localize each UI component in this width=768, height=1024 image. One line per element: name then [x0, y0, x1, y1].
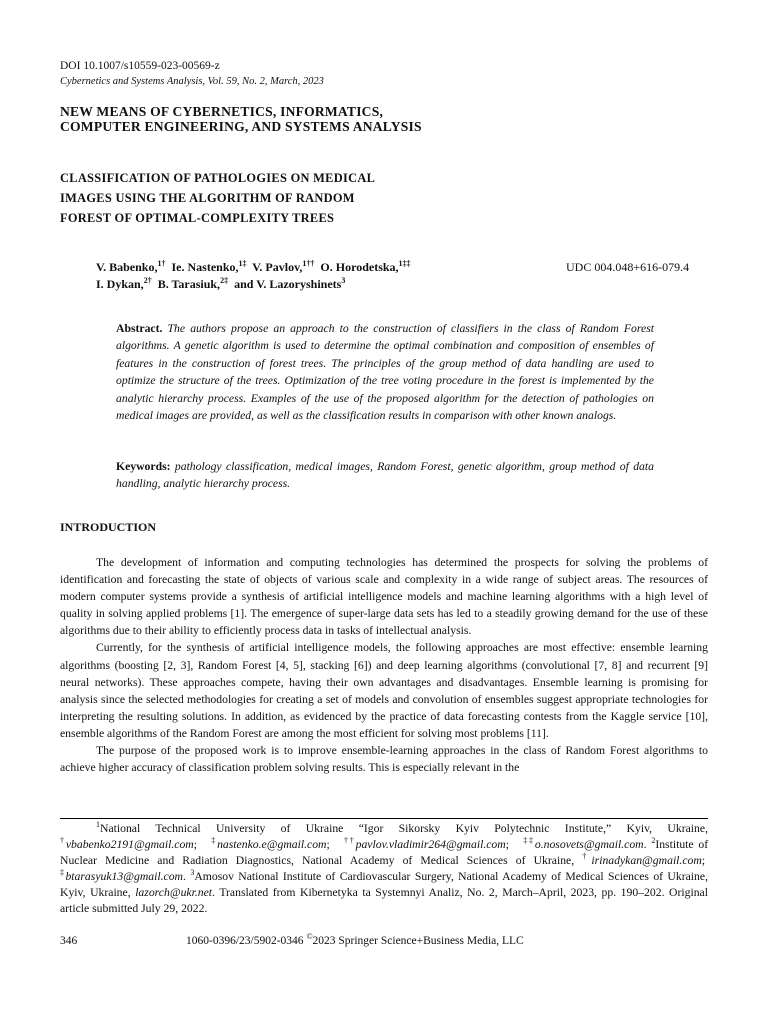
author-name: I. Dykan, [96, 277, 144, 291]
author-name: O. Horodetska, [320, 260, 399, 274]
email-mark: † [60, 836, 66, 846]
introduction-heading: INTRODUCTION [60, 520, 157, 534]
journal-section-title [60, 104, 422, 134]
affiliation-mark: 1 [96, 820, 100, 830]
author-affiliation-mark: 1† [157, 259, 166, 268]
author-affiliation-mark: 2‡ [220, 276, 229, 285]
author-name: V. Pavlov, [252, 260, 303, 274]
email-mark: ‡ [211, 836, 218, 846]
affiliation-text: National Technical University of Ukraine “Igor Sikorsky Kyiv Polytechnic Institute,” Kyiv, Ukraine, [100, 822, 708, 835]
abstract-label: Abstract. [116, 322, 163, 335]
author-email: btarasyuk13@gmail.com [65, 870, 184, 883]
copyright-symbol: © [306, 932, 313, 942]
author-email: nastenko.e@gmail.com [217, 838, 327, 851]
email-mark: ‡‡ [523, 836, 535, 846]
issn-code: 1060-0396/23/5902-0346 [186, 935, 304, 947]
abstract [116, 320, 654, 424]
author-email: irinadykan@gmail.com [591, 854, 702, 867]
translation-note: Translated from Kibernetyka ta Systemnyi Analiz, No. 2, March–April, 2023, pp. 190–202. Original article submitted July 29, 2022. [60, 886, 708, 915]
email-mark: †† [343, 836, 356, 846]
paragraph: Currently, for the synthesis of artificial intelligence models, the following approaches are most effective: ensemble learning algorithms (boosting [2, 3], Random Forest [4, 5], stacking [6]) and deep learning algorithms (convolutional [7, 8] and recurrent [9] neural networks). These approaches compete, having their own advantages and disadvantages. Ensemble learning is promising for analysis since the selected methodologies for creating a set of models and convolution of ensembles suggest appropriate technologies for interpreting the resulting solutions. In addition, as evidenced by the practice of data forecasting contests from the Kaggle service [10], ensemble algorithms of the Random Forest are among the most efficient for solving most problems [11]. [60, 641, 708, 740]
author-name: B. Tarasiuk, [157, 277, 221, 291]
affiliation-mark: 2 [651, 836, 656, 846]
author-affiliation-mark: 1†† [302, 259, 315, 268]
author-email: vbabenko2191@gmail.com [65, 838, 194, 851]
section-title-line: COMPUTER ENGINEERING, AND SYSTEMS ANALYSIS [60, 119, 422, 134]
paper-title-line: FOREST OF OPTIMAL-COMPLEXITY TREES [60, 211, 335, 225]
author-affiliation-mark: 2† [143, 276, 152, 285]
udc-code: UDC 004.048+616-079.4 [566, 260, 690, 274]
keywords-label: Keywords: [116, 460, 171, 473]
keywords [116, 458, 654, 493]
page-number: 346 [60, 935, 78, 947]
email-mark: ‡ [60, 868, 66, 878]
copyright-line [186, 932, 524, 947]
author-affiliation-mark: 1‡‡ [398, 259, 411, 268]
article-meta [60, 59, 324, 89]
journal-citation: Cybernetics and Systems Analysis, Vol. 59, No. 2, March, 2023 [60, 76, 324, 87]
affiliations-footnote [60, 821, 708, 917]
paragraph: The development of information and computing technologies has determined the prospects for solving the problems of identification and forecasting the state of objects of various scale and complexity in a wide range of subject areas. The resources of modern computer systems provide a synthesis of artificial intelligence models and machine learning algorithms with a high level of quality in solving applied problems [1]. The emergence of super-large data sets has led to a steadily growing demand for the use of these algorithms due to their ability to efficiently process data in tasks of intellectual analysis. [60, 556, 708, 638]
paper-title-line: CLASSIFICATION OF PATHOLOGIES ON MEDICAL [60, 171, 376, 185]
footnote-paragraph: $^1$National Technical University of Ukraine “Igor Sikorsky Kyiv Polytechnic Institute,” Kyiv, Ukraine, †vbabenko2191@gmail.com; ‡nastenko.e@gmail.com; ††pavlov.vladimir264@gmail.com; ‡‡o.nosovets@gmail.com. $^2$Institute of Nuclear Medicine and Radiation Diagnostics, National Academy of Medical Sciences of Ukraine, †irinadykan@gmail.com; ‡btarasyuk13@gmail.com. $^3$Amosov National Institute of Cardiovascular Surgery, National Academy of Medical Sciences of Ukraine, Kyiv, Ukraine, lazorch@ukr.net. Translated from Kibernetyka ta Systemnyi Analiz, No. 2, March–April, 2023, pp. 190–202. Original article submitted July 29, 2022. [60, 820, 709, 915]
abstract-text: The authors propose an approach to the construction of classifiers in the class of Random Forest algorithms. A genetic algorithm is used to determine the optimal combination and composition of ensembles of features in the construction of forest trees. The principles of the group method of data handling are used to optimize the structure of the trees. Optimization of the tree voting procedure in the forest is implemented by the analytic hierarchy process. Examples of the use of the proposed algorithm for the detection of pathologies on medical images are provided, as well as the classification results in comparison with other known analogs. [116, 322, 654, 423]
author-line [96, 276, 566, 293]
doi: DOI 10.1007/s10559-023-00569-z [60, 60, 220, 72]
author-email: pavlov.vladimir264@gmail.com [355, 838, 506, 851]
section-title-line: NEW MEANS OF CYBERNETICS, INFORMATICS, [60, 104, 384, 119]
paragraph: The purpose of the proposed work is to improve ensemble-learning approaches in the class of Random Forest algorithms to achieve higher accuracy of classification problem solving results. This is especially relevant in the [60, 744, 708, 775]
author-name: Ie. Nastenko, [171, 260, 239, 274]
paper-title [60, 168, 375, 228]
keywords-text: pathology classification, medical images, Random Forest, genetic algorithm, group method of data handling, analytic hierarchy process. [116, 460, 654, 491]
footnote-divider [60, 818, 708, 819]
affiliation-mark: 3 [190, 868, 195, 878]
author-affiliation-mark: 1‡ [238, 259, 247, 268]
author-line [96, 259, 566, 276]
introduction-body [60, 554, 708, 776]
affiliation-text: Institute of Nuclear Medicine and Radiation Diagnostics, National Academy of Medical Sciences of Ukraine, [60, 838, 709, 867]
author-email: o.nosovets@gmail.com [534, 838, 644, 851]
affiliation-text: Amosov National Institute of Cardiovascular Surgery, National Academy of Medical Sciences of Ukraine, Kyiv, Ukraine, [60, 870, 708, 899]
publisher: 2023 Springer Science+Business Media, LLC [312, 935, 524, 947]
email-mark: † [582, 852, 592, 862]
author-email: lazorch@ukr.net [135, 886, 213, 899]
author-list [96, 259, 566, 293]
author-name: and V. Lazoryshinets [234, 277, 342, 291]
author-name: V. Babenko, [96, 260, 158, 274]
author-affiliation-mark: 3 [341, 276, 346, 285]
paper-title-line: IMAGES USING THE ALGORITHM OF RANDOM [60, 191, 355, 205]
